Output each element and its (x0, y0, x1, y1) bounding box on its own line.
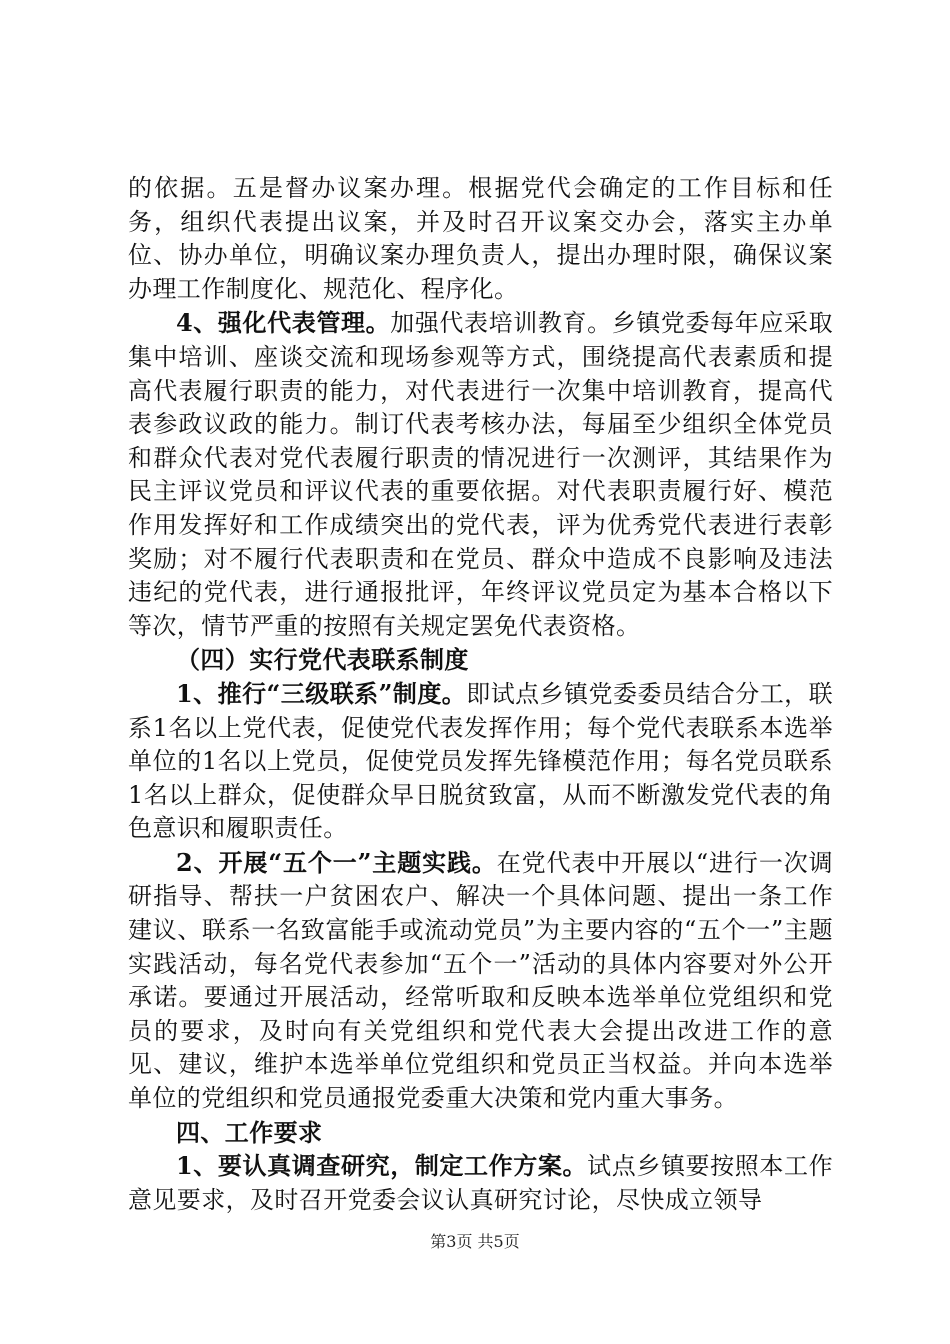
paragraph-1-text: 的依据。五是督办议案办理。根据党代会确定的工作目标和任务，组织代表提出议案，并及时召开议案交办会，落实主办单位、协办单位，明确议案办理负责人，提出办理时限，确保议案办理工作制度化、规范化、程序化。 (128, 174, 833, 303)
paragraph-3 (128, 677, 833, 846)
paragraph-3-text: 即试点乡镇党委委员结合分工，联系1名以上党代表，促使党代表发挥作用；每个党代表联系本选举单位的1名以上党员，促使党员发挥先锋模范作用；每名党员联系1名以上群众，促使群众早日脱贫致富，从而不断激发党代表的角色意识和履职责任。 (128, 679, 834, 843)
paragraph-5-text: 试点乡镇要按照本工作意见要求，及时召开党委会议认真研究讨论，尽快成立领导 (128, 1152, 834, 1214)
paragraph-4-lead: 2、开展“五个一”主题实践。 (176, 847, 497, 877)
document-body (128, 172, 833, 1217)
paragraph-2-lead: 4、强化代表管理。 (176, 308, 391, 338)
section-heading-work-requirements: 四、工作要求 (176, 1117, 323, 1147)
page-footer: 第3页 共5页 (430, 1232, 520, 1251)
paragraph-3-lead: 1、推行“三级联系”制度。 (176, 678, 467, 708)
paragraph-1 (128, 172, 833, 306)
section-heading-4: （四）实行党代表联系制度 (176, 645, 469, 675)
paragraph-4-text: 在党代表中开展以“进行一次调研指导、帮扶一户贫困农户、解决一个具体问题、提出一条工作建议、联系一名致富能手或流动党员”为主要内容的“五个一”主题实践活动，每名党代表参加“五个一”活动的具体内容要对外公开承诺。要通过开展活动，经常听取和反映本选举单位党组织和党员的要求，及时向有关党组织和党代表大会提出改进工作的意见、建议，维护本选举单位党组织和党员正当权益。并向本选举单位的党组织和党员通报党委重大决策和党内重大事务。 (128, 848, 833, 1113)
paragraph-5-lead: 1、要认真调查研究，制定工作方案。 (176, 1151, 588, 1181)
paragraph-5 (128, 1149, 833, 1217)
paragraph-4 (128, 846, 833, 1116)
paragraph-2 (128, 306, 833, 643)
paragraph-2-text: 加强代表培训教育。乡镇党委每年应采取集中培训、座谈交流和现场参观等方式，围绕提高代表素质和提高代表履行职责的能力，对代表进行一次集中培训教育，提高代表参政议政的能力。制订代表考核办法，每届至少组织全体党员和群众代表对党代表履行职责的情况进行一次测评，其结果作为民主评议党员和评议代表的重要依据。对代表职责履行好、模范作用发挥好和工作成绩突出的党代表，评为优秀党代表进行表彰奖励；对不履行代表职责和在党员、群众中造成不良影响及违法违纪的党代表，进行通报批评，年终评议党员定为基本合格以下等次，情节严重的按照有关规定罢免代表资格。 (128, 309, 833, 640)
